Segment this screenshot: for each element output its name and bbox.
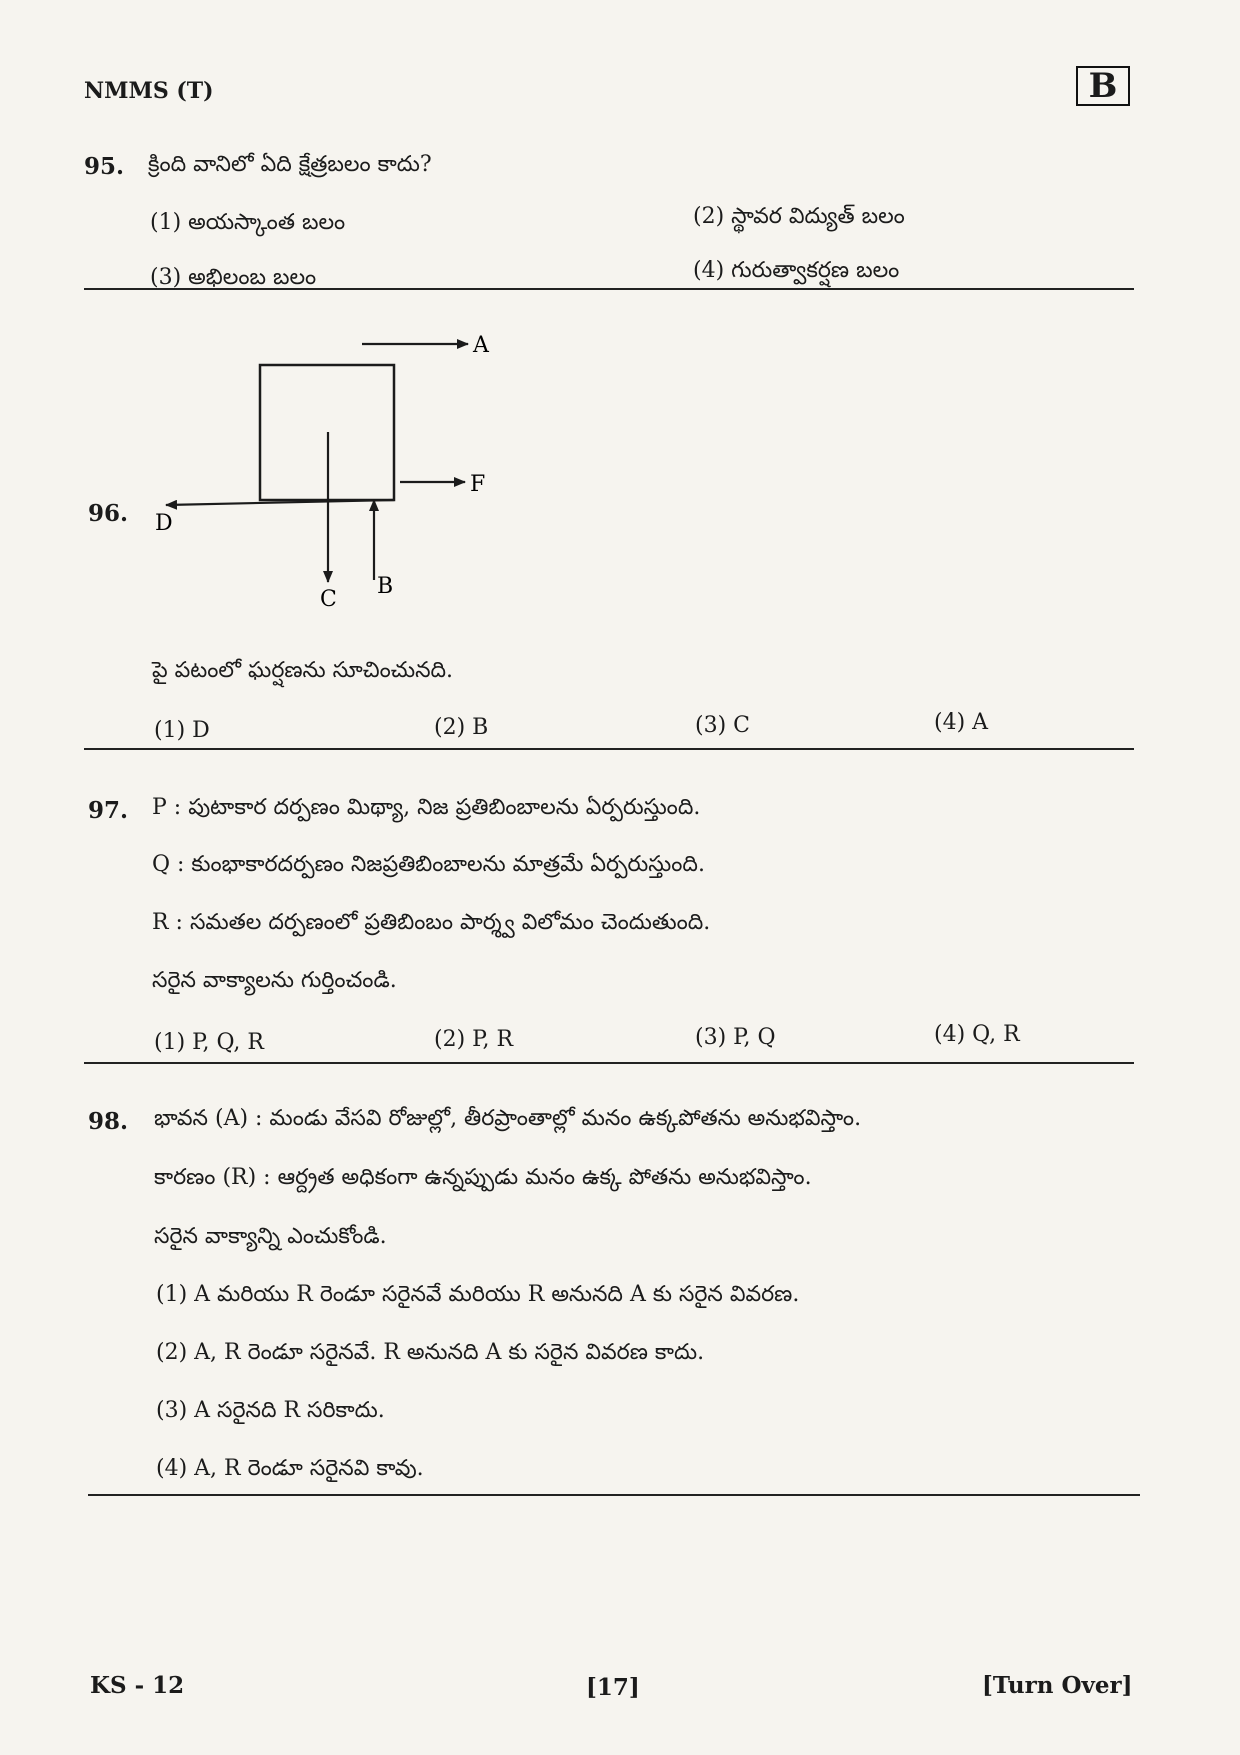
question-97-statement-q: Q : కుంభాకారదర్పణం నిజప్రతిబింబాలను మాత్రమే ఏర్పరుస్తుంది. — [152, 852, 705, 877]
label-f: F — [470, 472, 486, 497]
question-95-option-2: (2) స్థావర విద్యుత్ బలం — [693, 204, 905, 229]
question-98-reason: కారణం (R) : ఆర్ద్రత అధికంగా ఉన్నప్పుడు మనం ఉక్క పోతను అనుభవిస్తాం. — [154, 1165, 812, 1190]
question-98-number: 98. — [88, 1108, 129, 1135]
force-diagram — [0, 0, 1240, 640]
question-97-option-3: (3) P, Q — [695, 1025, 776, 1050]
question-97-statement-r: R : సమతల దర్పణంలో ప్రతిబింబం పార్శ్వ విలోమం చెందుతుంది. — [152, 910, 711, 935]
label-d: D — [155, 511, 173, 536]
question-97-option-2: (2) P, R — [434, 1027, 514, 1052]
question-96-option-3: (3) C — [695, 713, 750, 738]
question-97-number: 97. — [88, 797, 129, 824]
question-97-option-4: (4) Q, R — [934, 1022, 1020, 1047]
turn-over-note: [Turn Over] — [982, 1672, 1133, 1699]
question-96-option-1: (1) D — [154, 718, 210, 743]
question-95-option-3: (3) అభిలంబ బలం — [150, 265, 317, 290]
divider — [88, 1494, 1140, 1496]
question-96-text: పై పటంలో ఘర్షణను సూచించునది. — [152, 658, 454, 683]
question-98-option-2: (2) A, R రెండూ సరైనవే. R అనునది A కు సరైన వివరణ కాదు. — [156, 1340, 705, 1365]
divider — [84, 748, 1134, 750]
question-95-option-4: (4) గురుత్వాకర్షణ బలం — [693, 258, 900, 283]
question-95-number: 95. — [84, 153, 125, 180]
label-b: B — [377, 574, 394, 599]
question-96-option-4: (4) A — [934, 710, 989, 735]
question-98-option-3: (3) A సరైనది R సరికాదు. — [156, 1398, 385, 1423]
divider — [84, 1062, 1134, 1064]
question-97-option-1: (1) P, Q, R — [154, 1030, 264, 1055]
question-98-instruction: సరైన వాక్యాన్ని ఎంచుకోండి. — [154, 1224, 387, 1249]
question-96-number: 96. — [88, 500, 129, 527]
label-c: C — [320, 587, 337, 612]
question-97-instruction: సరైన వాక్యాలను గుర్తించండి. — [152, 968, 397, 993]
question-98-assertion: భావన (A) : మండు వేసవి రోజుల్లో, తీరప్రాంతాల్లో మనం ఉక్కపోతను అనుభవిస్తాం. — [154, 1106, 862, 1131]
question-95-text: క్రింది వానిలో ఏది క్షేత్రబలం కాదు? — [148, 152, 432, 177]
question-96-option-2: (2) B — [434, 715, 489, 740]
footer-code: KS - 12 — [90, 1672, 185, 1699]
exam-code: NMMS (T) — [84, 78, 214, 104]
question-95-option-1: (1) అయస్కాంత బలం — [150, 210, 346, 235]
label-a: A — [473, 333, 489, 358]
booklet-series-badge: B — [1076, 66, 1130, 106]
question-97-statement-p: P : పుటాకార దర్పణం మిథ్యా, నిజ ప్రతిబింబాలను ఏర్పరుస్తుంది. — [152, 795, 701, 820]
question-98-option-4: (4) A, R రెండూ సరైనవి కావు. — [156, 1456, 424, 1481]
page-number: [17] — [586, 1674, 640, 1701]
question-98-option-1: (1) A మరియు R రెండూ సరైనవే మరియు R అనునది A కు సరైన వివరణ. — [156, 1282, 800, 1307]
